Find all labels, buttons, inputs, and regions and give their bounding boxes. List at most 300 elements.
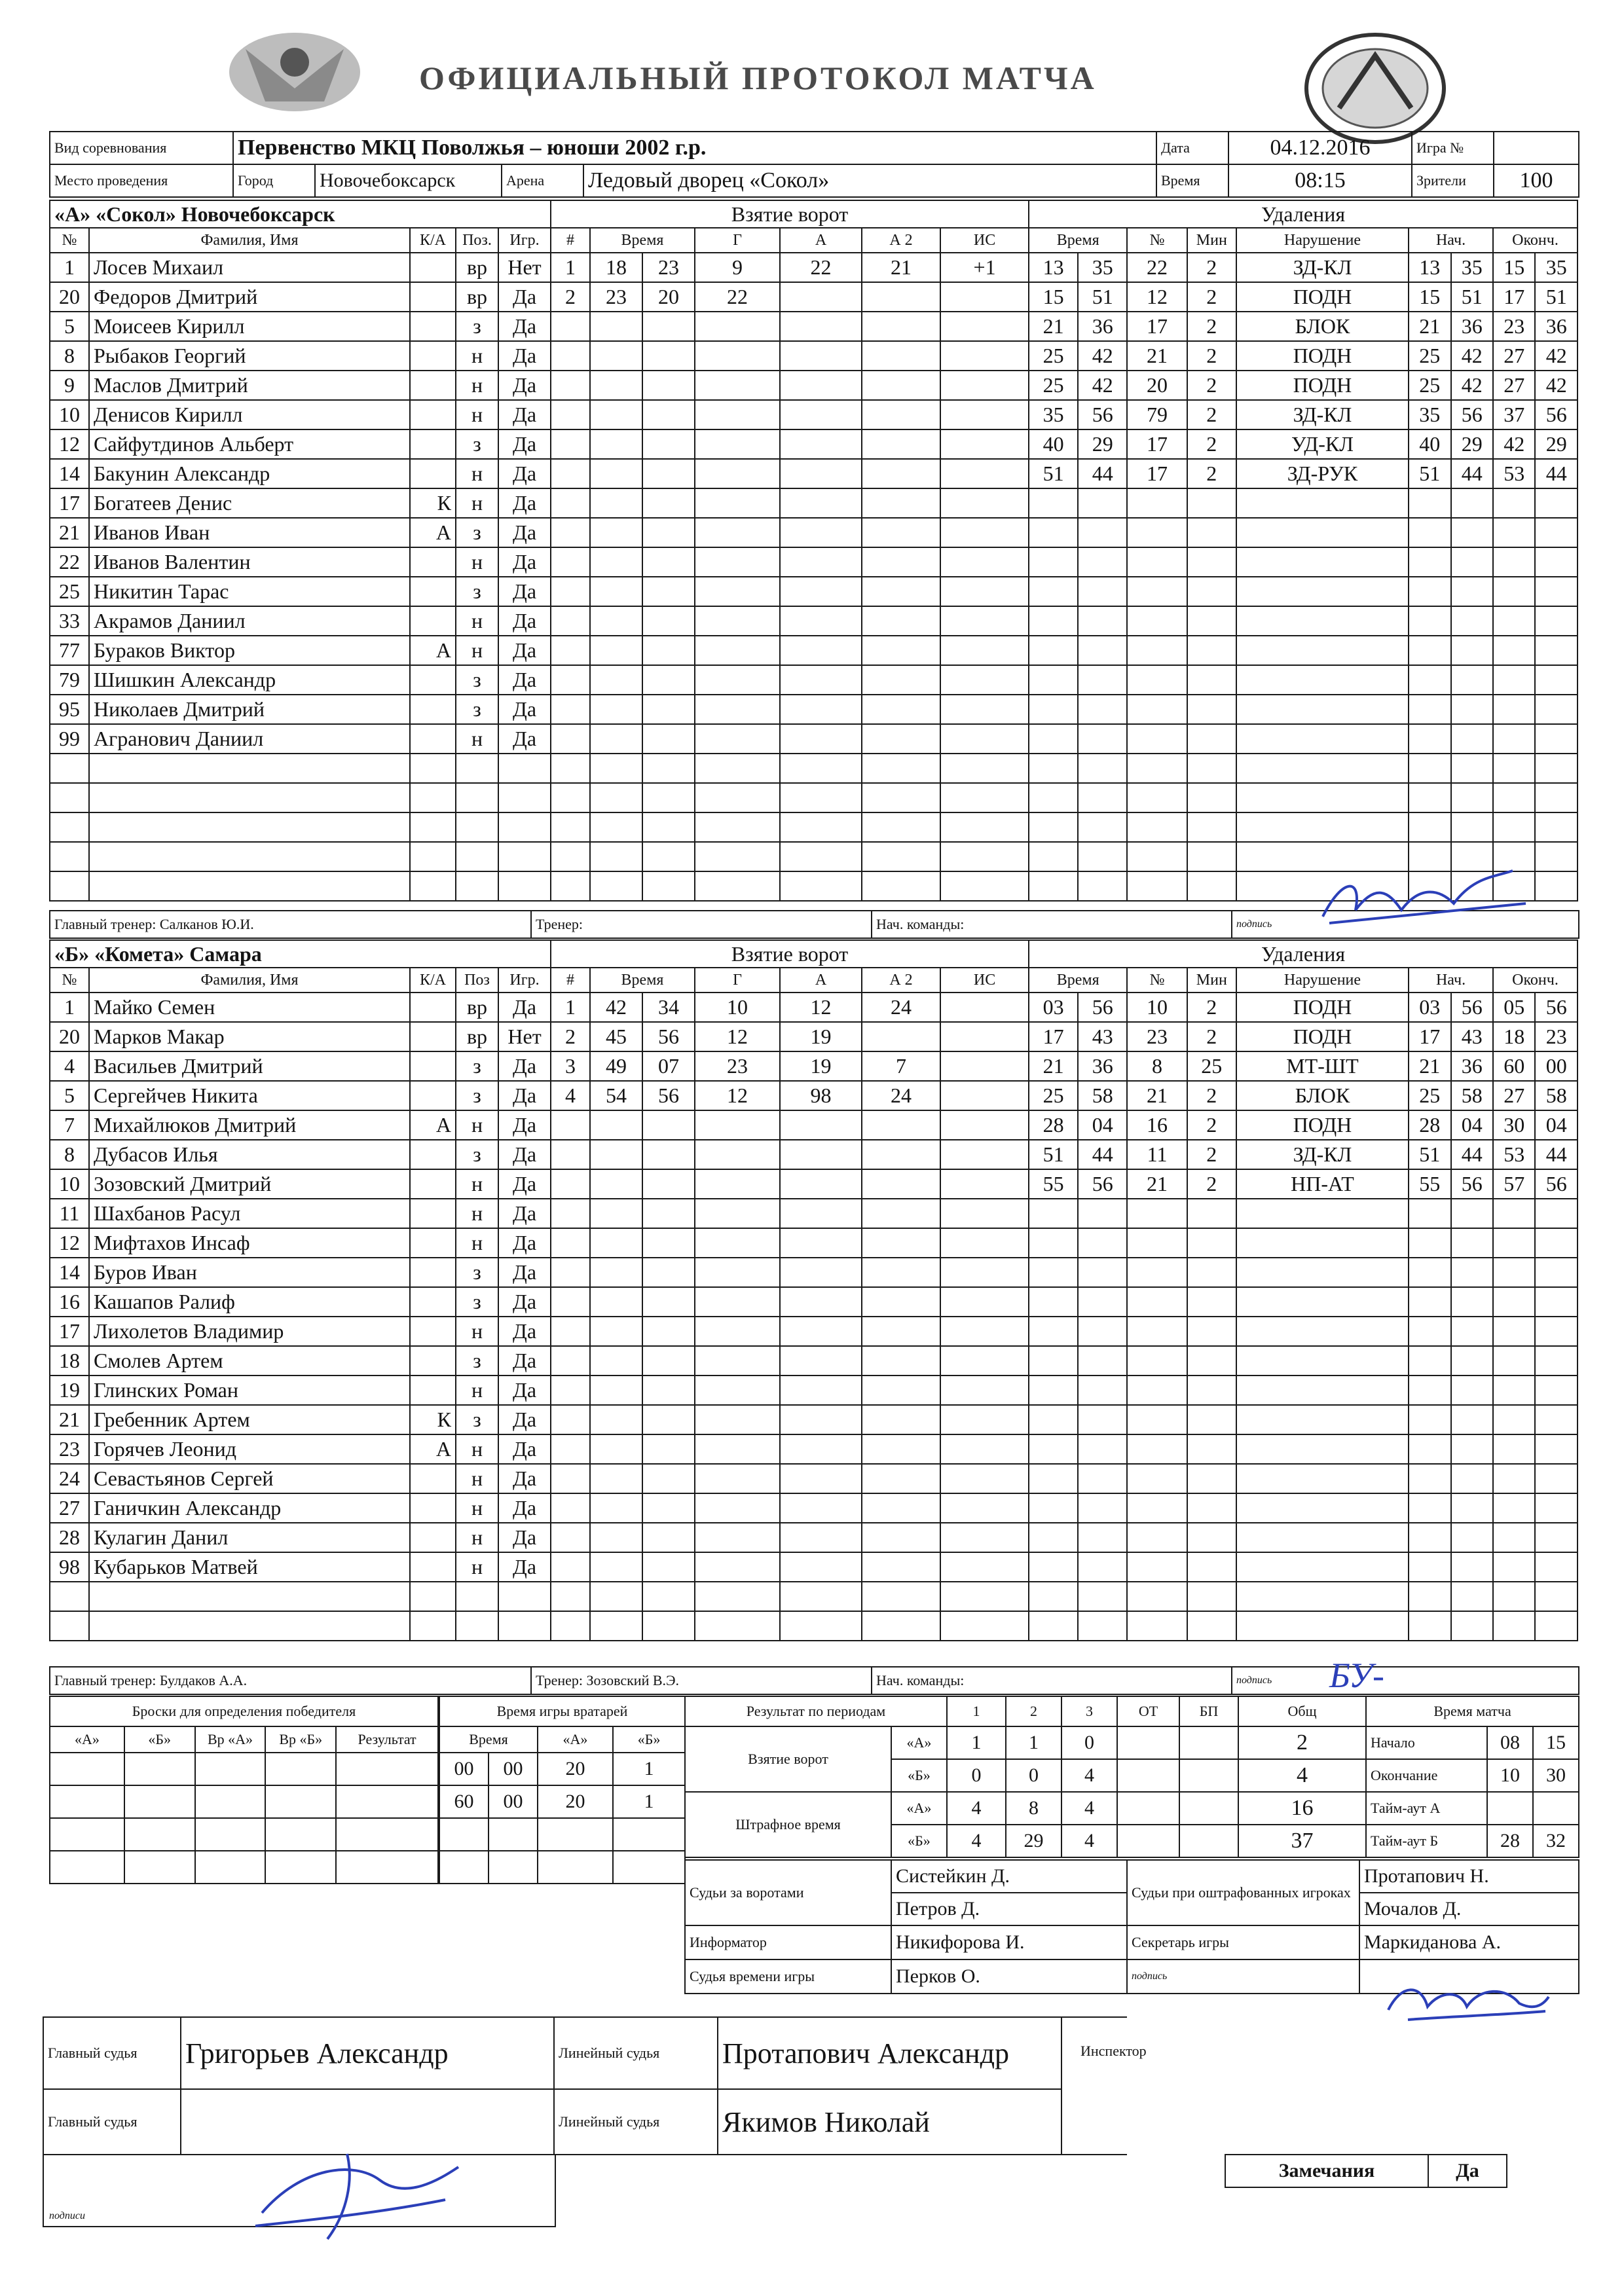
penalty-player: 17 xyxy=(1127,429,1187,459)
player-role xyxy=(410,400,456,429)
penalty-minute xyxy=(1029,1582,1078,1611)
penalty-start-second xyxy=(1451,1199,1493,1228)
goal-number xyxy=(551,488,590,518)
goal-second xyxy=(642,400,695,429)
penalty-infraction xyxy=(1236,1287,1409,1317)
col-ka: К/А xyxy=(410,228,456,253)
penalty-minutes xyxy=(1187,547,1236,577)
goal-assist-1 xyxy=(780,1346,862,1376)
player-name: Никитин Тарас xyxy=(89,577,410,606)
player-position: з xyxy=(456,1081,498,1110)
player-row xyxy=(50,724,551,754)
league-logo xyxy=(1300,29,1450,147)
gk-title: Время игры вратарей xyxy=(439,1696,685,1726)
goal-row xyxy=(551,312,1029,341)
player-name: Сергейчев Никита xyxy=(89,1081,410,1110)
player-played: Да xyxy=(498,1434,551,1464)
goal-row xyxy=(551,429,1029,459)
col-pen-end: Оконч. xyxy=(1493,228,1578,253)
player-number xyxy=(50,871,89,901)
penalty-second xyxy=(1078,1228,1127,1258)
goal-scorer xyxy=(695,1258,780,1287)
penalty-end-minute xyxy=(1493,1523,1535,1552)
goal-number xyxy=(551,371,590,400)
penalty-minute xyxy=(1029,518,1078,547)
goal-assist-1 xyxy=(780,1169,862,1199)
penalty-start-second xyxy=(1451,1611,1493,1641)
player-role: А xyxy=(410,1110,456,1140)
player-position xyxy=(456,1611,498,1641)
player-name: Лосев Михаил xyxy=(89,253,410,282)
penalty-minutes xyxy=(1187,636,1236,665)
goal-assist-2 xyxy=(862,1523,940,1552)
player-number: 33 xyxy=(50,606,89,636)
player-role xyxy=(410,459,456,488)
goal-second xyxy=(642,1523,695,1552)
penalty-infraction xyxy=(1236,754,1409,783)
penalty-start-minute: 35 xyxy=(1409,400,1450,429)
player-played: Да xyxy=(498,1405,551,1434)
penalty-end-minute: 37 xyxy=(1493,400,1535,429)
player-number: 10 xyxy=(50,1169,89,1199)
penalty-start-second xyxy=(1451,812,1493,842)
penalty-player xyxy=(1127,1258,1187,1287)
player-name: Глинских Роман xyxy=(89,1376,410,1405)
penalty-end-second: 23 xyxy=(1535,1022,1578,1051)
player-role xyxy=(410,253,456,282)
penalty-minute xyxy=(1029,812,1078,842)
goal-minute xyxy=(590,754,642,783)
goal-scorer xyxy=(695,1287,780,1317)
goal-strength xyxy=(940,695,1029,724)
penalty-start-minute xyxy=(1409,665,1450,695)
goal-assist-2 xyxy=(862,871,940,901)
penalty-minute xyxy=(1029,1523,1078,1552)
player-played: Да xyxy=(498,488,551,518)
goal-number: 1 xyxy=(551,253,590,282)
goal-number xyxy=(551,1493,590,1523)
penalty-second xyxy=(1078,636,1127,665)
goal-assist-2 xyxy=(862,429,940,459)
goal-scorer xyxy=(695,371,780,400)
penalty-second xyxy=(1078,1493,1127,1523)
player-name xyxy=(89,812,410,842)
goal-row xyxy=(551,1376,1029,1405)
penalty-minute xyxy=(1029,1405,1078,1434)
player-played: Да xyxy=(498,665,551,695)
penalty-minutes: 2 xyxy=(1187,1081,1236,1110)
penalty-infraction xyxy=(1236,812,1409,842)
goal-minute xyxy=(590,1434,642,1464)
goal-second xyxy=(642,783,695,812)
penalty-minutes: 25 xyxy=(1187,1051,1236,1081)
goal-strength xyxy=(940,488,1029,518)
player-played: Да xyxy=(498,606,551,636)
player-role xyxy=(410,547,456,577)
penalty-infraction xyxy=(1236,606,1409,636)
penalty-row xyxy=(1029,754,1578,783)
player-row xyxy=(50,1434,551,1464)
period-results-table xyxy=(684,1696,1367,1858)
goal-strength xyxy=(940,1081,1029,1110)
goal-number xyxy=(551,636,590,665)
penalty-start-second xyxy=(1451,518,1493,547)
goal-number xyxy=(551,341,590,371)
linesman-1-label: Линейный судья xyxy=(554,2017,718,2089)
player-row xyxy=(50,636,551,665)
penalty-player xyxy=(1127,783,1187,812)
goal-second xyxy=(642,724,695,754)
penalty-start-second xyxy=(1451,665,1493,695)
goalkeeper-time-table xyxy=(439,1696,686,1884)
goal-scorer xyxy=(695,724,780,754)
penalty-infraction: ПОДН xyxy=(1236,371,1409,400)
penalty-start-second xyxy=(1451,1434,1493,1464)
col-no: № xyxy=(50,968,89,993)
penalty-start-minute xyxy=(1409,1317,1450,1346)
player-role xyxy=(410,665,456,695)
penalty-minutes xyxy=(1187,518,1236,547)
penalty-minute xyxy=(1029,1552,1078,1582)
goal-scorer xyxy=(695,1228,780,1258)
team-b-penalties xyxy=(1028,939,1578,1641)
penalty-start-minute xyxy=(1409,1405,1450,1434)
penalty-end-minute: 15 xyxy=(1493,253,1535,282)
player-row xyxy=(50,812,551,842)
goal-strength xyxy=(940,1258,1029,1287)
player-position: з xyxy=(456,312,498,341)
goal-second xyxy=(642,636,695,665)
player-role xyxy=(410,429,456,459)
player-name: Моисеев Кирилл xyxy=(89,312,410,341)
player-row xyxy=(50,1199,551,1228)
penalty-player: 17 xyxy=(1127,312,1187,341)
player-name: Шишкин Александр xyxy=(89,665,410,695)
goal-assist-2: 21 xyxy=(862,253,940,282)
penalty-second: 36 xyxy=(1078,312,1127,341)
penalty-minute: 13 xyxy=(1029,253,1078,282)
penalty-minute: 21 xyxy=(1029,1051,1078,1081)
penalty-start-minute xyxy=(1409,783,1450,812)
goal-assist-2 xyxy=(862,754,940,783)
penalty-infraction xyxy=(1236,1434,1409,1464)
goals-title: Взятие ворот xyxy=(551,200,1029,228)
goal-assist-2 xyxy=(862,577,940,606)
player-number: 4 xyxy=(50,1051,89,1081)
player-played: Да xyxy=(498,1110,551,1140)
goal-row xyxy=(551,1110,1029,1140)
penalties-title: Удаления xyxy=(1029,940,1578,968)
penalty-second: 35 xyxy=(1078,253,1127,282)
penalty-second: 04 xyxy=(1078,1110,1127,1140)
player-name xyxy=(89,1582,410,1611)
goal-row xyxy=(551,1582,1029,1611)
goal-number xyxy=(551,1552,590,1582)
goal-row xyxy=(551,1258,1029,1287)
city-value: Новочебоксарск xyxy=(315,164,502,197)
penalty-second xyxy=(1078,1376,1127,1405)
player-row xyxy=(50,1611,551,1641)
goal-row xyxy=(551,1228,1029,1258)
player-number: 95 xyxy=(50,695,89,724)
penalty-row xyxy=(1029,1523,1578,1552)
goal-minute xyxy=(590,1464,642,1493)
goal-minute: 42 xyxy=(590,993,642,1022)
penalty-end-second: 58 xyxy=(1535,1081,1578,1110)
penalty-player xyxy=(1127,606,1187,636)
penalty-end-second xyxy=(1535,1493,1578,1523)
penalty-player: 21 xyxy=(1127,1081,1187,1110)
goal-scorer xyxy=(695,606,780,636)
goal-second xyxy=(642,754,695,783)
penalty-minute xyxy=(1029,606,1078,636)
penalty-player: 12 xyxy=(1127,282,1187,312)
time-value: 08:15 xyxy=(1228,164,1412,197)
penalty-end-minute xyxy=(1493,1199,1535,1228)
penalty-player xyxy=(1127,1523,1187,1552)
informer: Никифорова И. xyxy=(891,1925,1127,1959)
player-position: н xyxy=(456,1110,498,1140)
player-name: Кубарьков Матвей xyxy=(89,1552,410,1582)
player-name: Зозовский Дмитрий xyxy=(89,1169,410,1199)
goal-minute xyxy=(590,341,642,371)
penalty-minute: 25 xyxy=(1029,1081,1078,1110)
penalty-end-minute: 53 xyxy=(1493,1140,1535,1169)
player-played: Да xyxy=(498,1464,551,1493)
col-a: А xyxy=(780,228,862,253)
player-name: Майко Семен xyxy=(89,993,410,1022)
player-number: 99 xyxy=(50,724,89,754)
penalty-minutes: 2 xyxy=(1187,400,1236,429)
penalty-minute xyxy=(1029,724,1078,754)
player-position: з xyxy=(456,577,498,606)
player-position xyxy=(456,871,498,901)
penalty-end-second xyxy=(1535,518,1578,547)
penalty-second xyxy=(1078,695,1127,724)
player-role xyxy=(410,577,456,606)
team-a-penalties xyxy=(1028,200,1578,902)
goal-row xyxy=(551,341,1029,371)
goal-minute xyxy=(590,1346,642,1376)
goal-minute xyxy=(590,724,642,754)
goal-scorer xyxy=(695,1140,780,1169)
penalty-end-second: 42 xyxy=(1535,371,1578,400)
remarks-label: Замечания xyxy=(1225,2155,1428,2187)
goal-row xyxy=(551,488,1029,518)
penalty-minutes xyxy=(1187,783,1236,812)
penalty-infraction: ПОДН xyxy=(1236,1022,1409,1051)
period-3-col: 3 xyxy=(1061,1696,1117,1726)
penalty-end-minute xyxy=(1493,1287,1535,1317)
goal-scorer xyxy=(695,1464,780,1493)
player-position: вр xyxy=(456,993,498,1022)
penalty-minute xyxy=(1029,842,1078,871)
goal-assist-1 xyxy=(780,1376,862,1405)
player-number: 1 xyxy=(50,993,89,1022)
shootout-col-a: «А» xyxy=(50,1726,124,1753)
penalty-minutes xyxy=(1187,1317,1236,1346)
shootout-col-gka: Вр «А» xyxy=(195,1726,266,1753)
penalty-row xyxy=(1029,1110,1578,1140)
pim-a-p2: 8 xyxy=(1006,1792,1061,1825)
player-name: Васильев Дмитрий xyxy=(89,1051,410,1081)
goal-assist-2 xyxy=(862,459,940,488)
col-pen-infr: Нарушение xyxy=(1236,968,1409,993)
player-row xyxy=(50,1110,551,1140)
penalty-minute xyxy=(1029,1287,1078,1317)
col-time: Время xyxy=(590,228,695,253)
player-played: Да xyxy=(498,1493,551,1523)
player-number: 14 xyxy=(50,1258,89,1287)
penalty-end-minute: 57 xyxy=(1493,1169,1535,1199)
player-role: А xyxy=(410,1434,456,1464)
penalty-minute xyxy=(1029,754,1078,783)
player-position: н xyxy=(456,1317,498,1346)
timekeeper: Перков О. xyxy=(891,1959,1127,1994)
penalty-row xyxy=(1029,1140,1578,1169)
penalty-row xyxy=(1029,488,1578,518)
penalty-second xyxy=(1078,1611,1127,1641)
penalty-end-minute: 23 xyxy=(1493,312,1535,341)
player-row xyxy=(50,312,551,341)
informer-label: Информатор xyxy=(685,1925,891,1959)
penalty-second xyxy=(1078,1287,1127,1317)
goal-assist-2 xyxy=(862,1287,940,1317)
goal-assist-1: 22 xyxy=(780,253,862,282)
goal-assist-1: 19 xyxy=(780,1022,862,1051)
penalty-end-second xyxy=(1535,1317,1578,1346)
penalty-minute xyxy=(1029,1434,1078,1464)
col-pen-infr: Нарушение xyxy=(1236,228,1409,253)
goals-a-so xyxy=(1179,1726,1238,1759)
penalty-minutes: 2 xyxy=(1187,1110,1236,1140)
penalty-player: 8 xyxy=(1127,1051,1187,1081)
goal-scorer xyxy=(695,1434,780,1464)
player-number: 10 xyxy=(50,400,89,429)
penalty-start-second: 51 xyxy=(1451,282,1493,312)
penalty-start-second xyxy=(1451,636,1493,665)
penalty-infraction: МТ-ШТ xyxy=(1236,1051,1409,1081)
penalty-player xyxy=(1127,1199,1187,1228)
player-number: 16 xyxy=(50,1287,89,1317)
end-label: Окончание xyxy=(1366,1759,1487,1792)
penalty-start-minute xyxy=(1409,1464,1450,1493)
penalty-player: 22 xyxy=(1127,253,1187,282)
goal-strength xyxy=(940,429,1029,459)
player-played: Да xyxy=(498,1258,551,1287)
penalty-end-minute xyxy=(1493,1317,1535,1346)
place-label: Место проведения xyxy=(50,164,233,197)
penalty-second: 36 xyxy=(1078,1051,1127,1081)
penalty-end-minute xyxy=(1493,606,1535,636)
team-b-captain-label: Нач. команды: xyxy=(876,1672,965,1688)
goal-scorer xyxy=(695,459,780,488)
col-pos: Поз. xyxy=(456,228,498,253)
penalty-row xyxy=(1029,636,1578,665)
penalty-row xyxy=(1029,1169,1578,1199)
goal-scorer xyxy=(695,312,780,341)
penalty-minutes xyxy=(1187,577,1236,606)
penalty-minutes: 2 xyxy=(1187,341,1236,371)
goal-assist-1 xyxy=(780,429,862,459)
penalty-row xyxy=(1029,1376,1578,1405)
player-row xyxy=(50,547,551,577)
penalty-second: 58 xyxy=(1078,1081,1127,1110)
competition-value: Первенство МКЦ Поволжья – юноши 2002 г.р. xyxy=(233,132,1156,164)
goal-row xyxy=(551,1199,1029,1228)
player-played: Да xyxy=(498,371,551,400)
penalty-end-second: 44 xyxy=(1535,459,1578,488)
col-pen-end: Оконч. xyxy=(1493,968,1578,993)
player-position: з xyxy=(456,665,498,695)
goal-assist-1 xyxy=(780,1110,862,1140)
goal-number xyxy=(551,312,590,341)
player-row xyxy=(50,1346,551,1376)
goal-second xyxy=(642,1552,695,1582)
penalty-second xyxy=(1078,1582,1127,1611)
player-played: Да xyxy=(498,1317,551,1346)
goal-assist-2 xyxy=(862,341,940,371)
referee-signature xyxy=(249,2141,471,2246)
penalty-infraction: ЗД-РУК xyxy=(1236,459,1409,488)
player-number: 22 xyxy=(50,547,89,577)
penalty-minutes xyxy=(1187,1434,1236,1464)
player-number: 12 xyxy=(50,1228,89,1258)
goal-assist-2 xyxy=(862,1552,940,1582)
goal-assist-1 xyxy=(780,1287,862,1317)
goal-assist-2 xyxy=(862,488,940,518)
player-name: Маслов Дмитрий xyxy=(89,371,410,400)
goal-number xyxy=(551,754,590,783)
penalty-minutes: 2 xyxy=(1187,253,1236,282)
player-number: 98 xyxy=(50,1552,89,1582)
penalty-row xyxy=(1029,1051,1578,1081)
goal-judges-label: Судьи за воротами xyxy=(685,1860,891,1925)
penalty-start-minute xyxy=(1409,1199,1450,1228)
penalty-player xyxy=(1127,488,1187,518)
penalty-minutes xyxy=(1187,1258,1236,1287)
goal-scorer: 12 xyxy=(695,1022,780,1051)
goal-assist-2 xyxy=(862,1346,940,1376)
player-number xyxy=(50,1611,89,1641)
goal-row xyxy=(551,1140,1029,1169)
penalty-infraction xyxy=(1236,1611,1409,1641)
goal-assist-2 xyxy=(862,1199,940,1228)
goal-scorer: 9 xyxy=(695,253,780,282)
penalty-end-minute xyxy=(1493,1346,1535,1376)
match-info-table xyxy=(49,131,1579,165)
goal-row xyxy=(551,518,1029,547)
goal-minute xyxy=(590,1258,642,1287)
col-played: Игр. xyxy=(498,968,551,993)
goal-minute xyxy=(590,1169,642,1199)
penalty-minutes xyxy=(1187,1199,1236,1228)
penalty-start-second xyxy=(1451,1464,1493,1493)
goal-second: 34 xyxy=(642,993,695,1022)
penalty-second xyxy=(1078,754,1127,783)
penalty-row xyxy=(1029,1582,1578,1611)
goal-minute xyxy=(590,1317,642,1346)
penalty-end-second xyxy=(1535,665,1578,695)
goal-strength xyxy=(940,547,1029,577)
player-number: 21 xyxy=(50,518,89,547)
goal-assist-2: 7 xyxy=(862,1051,940,1081)
penalty-infraction xyxy=(1236,783,1409,812)
player-position: з xyxy=(456,1258,498,1287)
goal-minute xyxy=(590,1140,642,1169)
team-a-goals xyxy=(550,200,1029,902)
goal-assist-1 xyxy=(780,1552,862,1582)
